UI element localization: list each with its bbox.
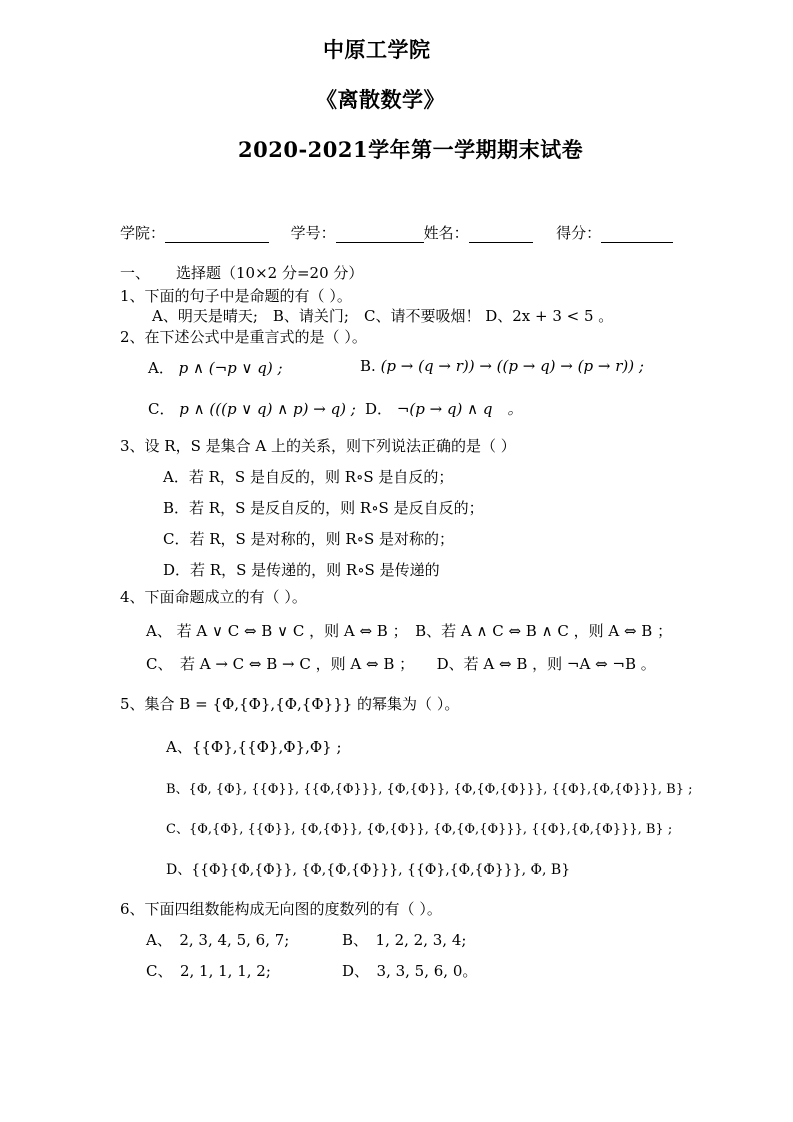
question-1-options: A、明天是晴天; B、请关门; C、请不要吸烟！ D、2x + 3 < 5 。 [152,307,614,325]
question-5-option-c: C、{Φ,{Φ}, {{Φ}}, {Φ,{Φ}}, {Φ,{Φ}}, {Φ,{Φ,{Φ}}}, {{Φ},{Φ,{Φ}}}, B} ; [166,822,673,837]
question-5-option-d: D、{{Φ}{Φ,{Φ}}, {Φ,{Φ,{Φ}}}, {{Φ},{Φ,{Φ}}}, Φ, B} [166,862,571,878]
option-d-formula: ¬(p → q) ∧ q 。 [396,400,523,418]
school-name: 中原工学院 [323,37,431,62]
option-b-label: B. [360,357,376,375]
question-4-stem: 4、下面命题成立的有（ ）。 [120,588,307,606]
option-b-formula: (p → (q → r)) → ((p → q) → (p → r)) ; [380,357,644,375]
score-label: 得分： [556,224,602,242]
question-6-option-b: B、 1, 2, 2, 3, 4; [342,931,467,949]
question-4-options-row1: A、 若 A ∨ C ⇔ B ∨ C ，则 A ⇔ B ； B、若 A ∧ C ⇔ B ∧ C ，则 A ⇔ B ； [146,622,673,640]
question-3-option-b: B．若 R，S 是反自反的，则 R∘S 是反自反的； [163,499,484,517]
question-5-option-a: A、{{Φ},{{Φ},Φ},Φ} ; [166,738,342,756]
question-6-option-d: D、 3, 3, 5, 6, 0。 [342,962,478,980]
question-2-option-b [360,357,644,375]
question-2-stem: 2、在下述公式中是重言式的是（ ）。 [120,328,367,346]
question-3-option-a: A．若 R，S 是自反的，则 R∘S 是自反的； [163,468,454,486]
name-label: 姓名： [423,224,469,242]
name-field[interactable] [469,228,533,243]
question-3-stem: 3、设 R，S 是集合 A 上的关系，则下列说法正确的是（ ） [120,437,516,455]
course-title: 《离散数学》 [316,87,445,112]
college-field[interactable] [165,228,269,243]
option-a-formula: p ∧ (¬p ∨ q) ; [178,359,283,377]
question-4-options-row2: C、 若 A → C ⇔ B → C ，则 A ⇔ B ； D、若 A ⇔ B ，则 ¬A ⇔ ¬B 。 [146,655,656,673]
option-a-label: A． [148,359,174,377]
question-5-option-b: B、{Φ, {Φ}, {{Φ}}, {{Φ,{Φ}}}, {Φ,{Φ}}, {Φ,{Φ,{Φ}}}, {{Φ},{Φ,{Φ}}}, B} ; [166,782,693,797]
option-c-label: C． [148,400,175,418]
info-row [120,222,673,243]
exam-title: 2020-2021学年第一学期期末试卷 [238,137,584,162]
option-d-label: D． [365,400,393,418]
college-label: 学院： [120,224,166,242]
student-id-field[interactable] [336,228,424,243]
question-1-stem: 1、下面的句子中是命题的有（ ）。 [120,287,352,305]
section-number: 一、 [120,264,151,282]
section-heading [120,262,363,283]
question-6-option-c: C、 2, 1, 1, 1, 2; [146,962,271,980]
question-6-option-a: A、 2, 3, 4, 5, 6, 7; [146,931,290,949]
question-5-stem: 5、集合 B = {Φ,{Φ},{Φ,{Φ}}} 的幂集为（ ）。 [120,695,460,713]
question-3-option-c: C．若 R，S 是对称的，则 R∘S 是对称的； [163,530,455,548]
question-3-option-d: D．若 R，S 是传递的，则 R∘S 是传递的 [163,561,440,579]
student-id-label: 学号： [290,224,336,242]
question-2-option-c [148,398,356,419]
section-title: 选择题（10×2 分=20 分） [176,264,364,282]
question-6-stem: 6、下面四组数能构成无向图的度数列的有（ ）。 [120,900,442,918]
option-c-formula: p ∧ (((p ∨ q) ∧ p) → q) ; [179,400,356,418]
question-2-option-d [365,398,523,419]
question-2-option-a [148,357,283,378]
score-field[interactable] [601,228,673,243]
